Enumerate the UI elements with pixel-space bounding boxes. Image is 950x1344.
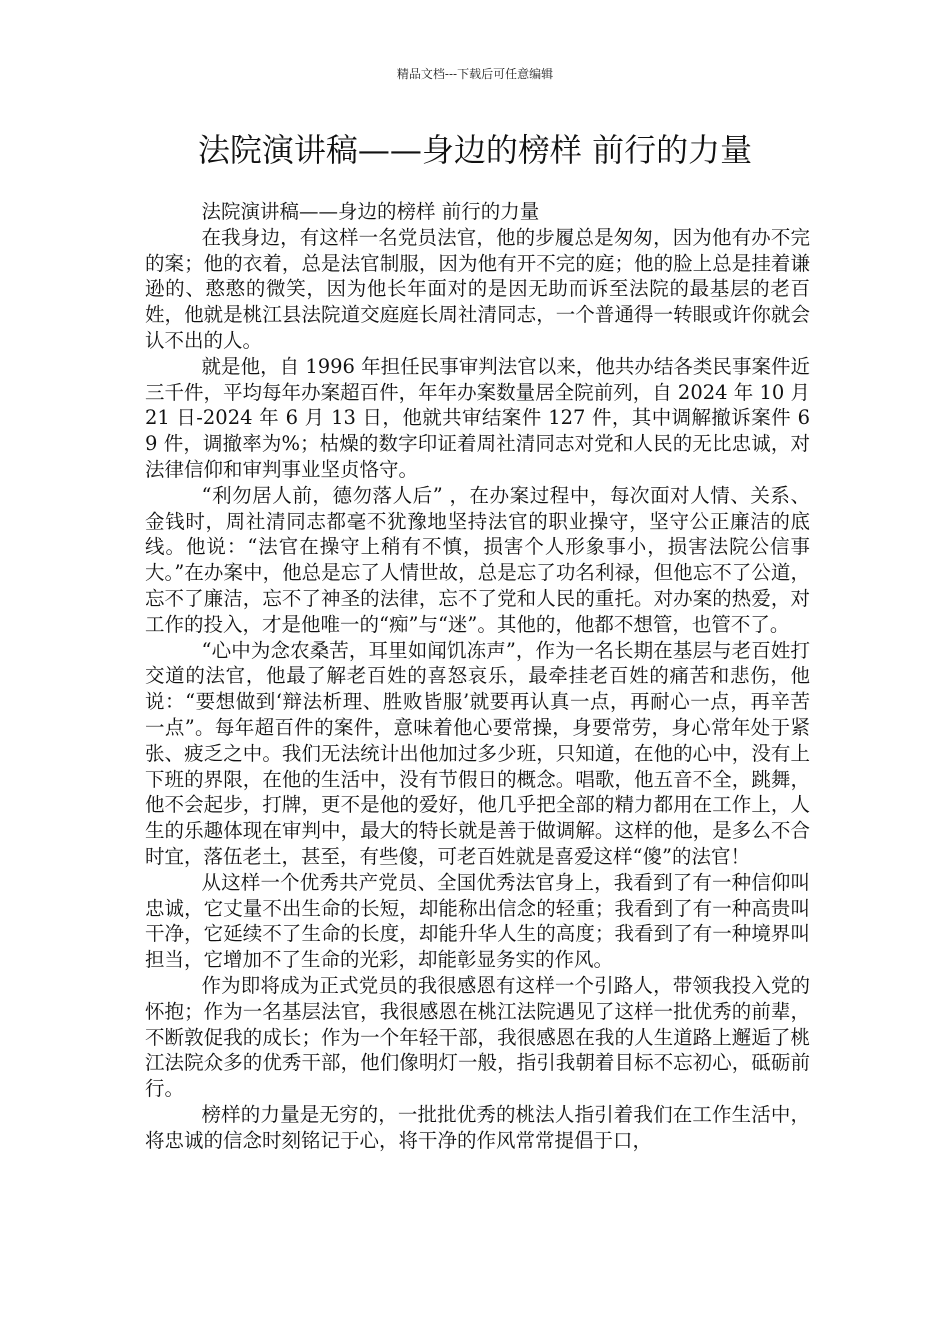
paragraph: 从这样一个优秀共产党员、全国优秀法官身上，我看到了有一种信仰叫忠诚，它丈量不出生命的长短，却能称出信念的轻重；我看到了有一种高贵叫干净，它延续不了生命的长度，却能升华人生的高度；我看到了有一种境界叫担当，它增加不了生命的光彩，却能彰显务实的作风。 bbox=[145, 870, 810, 972]
paragraph: “心中为念农桑苦，耳里如闻饥冻声”，作为一名长期在基层与老百姓打交道的法官，他最了解老百姓的喜怒哀乐，最牵挂老百姓的痛苦和悲伤，他说：“要想做到‘辩法析理、胜败皆服’就要再认真一点，再耐心一点，再辛苦一点”。每年超百件的案件，意味着他心要常操，身要常劳，身心常年处于紧张、疲乏之中。我们无法统计出他加过多少班，只知道，在他的心中，没有上下班的界限，在他的生活中，没有节假日的概念。唱歌，他五音不全，跳舞，他不会起步，打牌，更不是他的爱好，他几乎把全部的精力都用在工作上，人生的乐趣体现在审判中，最大的特长就是善于做调解。这样的他，是多么不合时宜，落伍老土，甚至，有些傻，可老百姓就是喜爱这样“傻”的法官！ bbox=[145, 638, 810, 868]
document-body bbox=[145, 199, 810, 1153]
header-note: 精品文档---下载后可任意编辑 bbox=[396, 67, 554, 81]
document-subtitle: 法院演讲稿——身边的榜样 前行的力量 bbox=[201, 200, 540, 223]
document-title: 法院演讲稿——身边的榜样 前行的力量 bbox=[197, 131, 753, 169]
paragraph: 在我身边，有这样一名党员法官，他的步履总是匆匆，因为他有办不完的案；他的衣着，总是法官制服，因为他有开不完的庭；他的脸上总是挂着谦逊的、憨憨的微笑，因为他长年面对的是因无助而诉至法院的最基层的老百姓，他就是桃江县法院道交庭庭长周社清同志，一个普通得一转眼或许你就会认不出的人。 bbox=[145, 225, 810, 352]
paragraph: 榜样的力量是无穷的，一批批优秀的桃法人指引着我们在工作生活中，将忠诚的信念时刻铭记于心，将干净的作风常常提倡于口， bbox=[145, 1102, 810, 1152]
paragraph: 就是他，自 1996 年担任民事审判法官以来，他共办结各类民事案件近三千件，平均每年办案超百件，年年办案数量居全院前列，自 2024 年 10 月 21 日-2024 年 6 月 13 日，他就共审结案件 127 件，其中调解撤诉案件 69 件，调撤率为%；枯燥的数字印证着周社清同志对党和人民的无比忠诚，对法律信仰和审判事业坚贞恪守。 bbox=[145, 354, 810, 481]
paragraph: “利勿居人前，德勿落人后” ，在办案过程中，每次面对人情、关系、金钱时，周社清同志都毫不犹豫地坚持法官的职业操守，坚守公正廉洁的底线。他说：“法官在操守上稍有不慎，损害个人形象事小，损害法院公信事大。”在办案中，他总是忘了人情世故，总是忘了功名利禄，但他忘不了公道，忘不了廉洁，忘不了神圣的法律，忘不了党和人民的重托。对办案的热爱，对工作的投入，才是他唯一的“痴”与“迷”。其他的，他都不想管，也管不了。 bbox=[145, 483, 810, 636]
paragraph: 作为即将成为正式党员的我很感恩有这样一个引路人，带领我投入党的怀抱；作为一名基层法官，我很感恩在桃江法院遇见了这样一批优秀的前辈，不断敦促我的成长；作为一个年轻干部，我很感恩在我的人生道路上邂逅了桃江法院众多的优秀干部，他们像明灯一般，指引我朝着目标不忘初心，砥砺前行。 bbox=[145, 973, 810, 1101]
